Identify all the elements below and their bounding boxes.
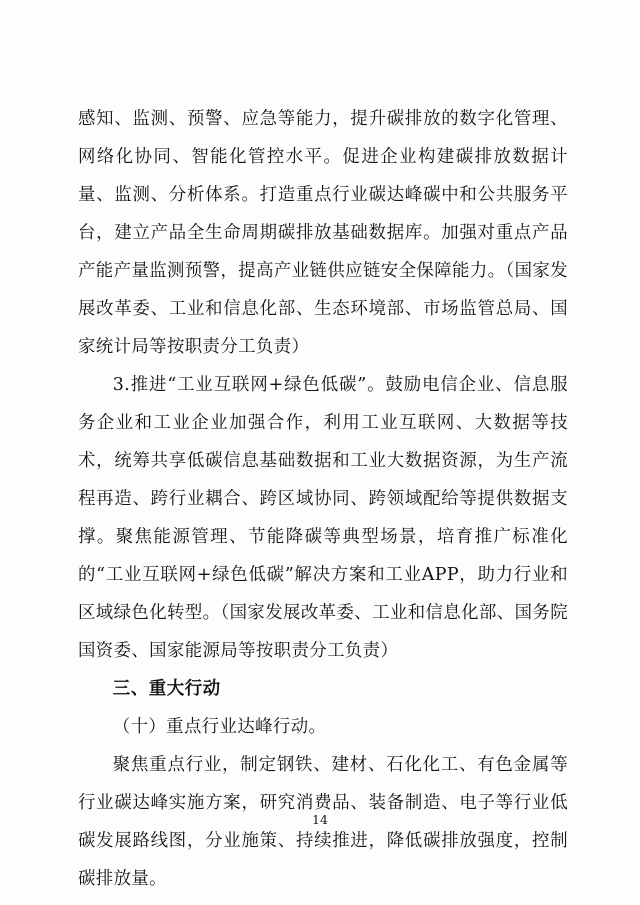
paragraph-industrial-internet-green: 3.推进“工业互联网+绿色低碳”。鼓励电信企业、信息服务企业和工业企业加强合作，利用工业互联网、大数据等技术，统筹共享低碳信息基础数据和工业大数据资源，为生产流程再造、跨行业耦合、跨区域协同、跨领域配给等提供数据支撑。聚焦能源管理、节能降碳等典型场景，培育推广标准化的“工业互联网+绿色低碳”解决方案和工业APP，助力行业和区域绿色化转型。（国家发展改革委、工业和信息化部、国务院国资委、国家能源局等按职责分工负责）	[78, 375, 568, 661]
page-content	[78, 100, 568, 898]
paragraph-carbon-digital-management: 感知、监测、预警、应急等能力，提升碳排放的数字化管理、网络化协同、智能化管控水平。促进企业构建碳排放数据计量、监测、分析体系。打造重点行业碳达峰碳中和公共服务平台，建立产品全生命周期碳排放基础数据库。加强对重点产品产能产量监测预警，提高产业链供应链安全保障能力。（国家发展改革委、工业和信息化部、生态环境部、市场监管总局、国家统计局等按职责分工负责）	[78, 109, 568, 357]
subsection-heading-key-industry-peak: （十）重点行业达峰行动。	[112, 717, 327, 737]
section-heading-major-actions: 三、重大行动	[112, 679, 221, 699]
paragraph-key-industry-focus: 聚焦重点行业，制定钢铁、建材、石化化工、有色金属等行业碳达峰实施方案，研究消费品、装备制造、电子等行业低碳发展路线图，分业施策、持续推进，降低碳排放强度，控制碳排放量。	[78, 755, 568, 889]
page-number: 14	[312, 812, 328, 827]
